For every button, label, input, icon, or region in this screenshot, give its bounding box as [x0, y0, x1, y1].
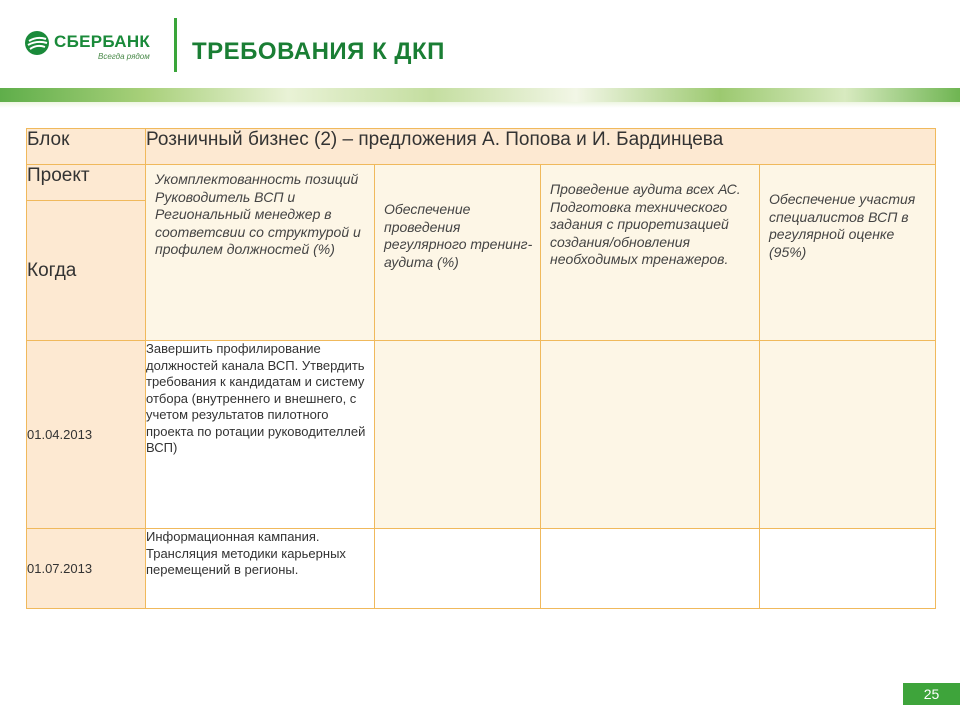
- banner-shade: [0, 102, 960, 108]
- empty-cell: [375, 341, 541, 529]
- table-row-block: [27, 129, 936, 165]
- page-title: ТРЕБОВАНИЯ К ДКП: [192, 38, 445, 65]
- table-row-project: [27, 165, 936, 201]
- project-1: Укомплектованность позиций Руководитель ВСП и Региональный менеджер в соответсвии со структурой и профилем должностей (%): [146, 165, 375, 341]
- empty-cell: [375, 529, 541, 609]
- table-row: [27, 341, 936, 529]
- page-number: 25: [903, 683, 960, 705]
- project-3: Проведение аудита всех АС. Подготовка технического задания с приоретизацией создания/обновления необходимых тренажеров.: [541, 165, 760, 341]
- project-4: Обеспечение участия специалистов ВСП в регулярной оценке (95%): [760, 165, 936, 341]
- row-task: Завершить профилирование должностей канала ВСП. Утвердить требования к кандидатам и систему отбора (внутреннего и внешнего, с учетом результатов пилотного проекта по ротации руководителлей ВСП): [146, 341, 375, 529]
- header-divider: [174, 18, 177, 72]
- requirements-table: [26, 128, 936, 609]
- project-2: Обеспечение проведения регулярного тренинг-аудита (%): [375, 165, 541, 341]
- row-date: 01.07.2013: [27, 529, 146, 609]
- block-value: Розничный бизнес (2) – предложения А. Попова и И. Бардинцева: [146, 129, 936, 165]
- empty-cell: [541, 529, 760, 609]
- sberbank-leaf-icon: [24, 30, 50, 56]
- label-block: Блок: [27, 129, 146, 165]
- empty-cell: [760, 341, 936, 529]
- row-task: Информационная кампания. Трансляция методики карьерных перемещений в регионы.: [146, 529, 375, 609]
- decorative-banner: [0, 88, 960, 102]
- label-when: Когда: [27, 201, 146, 341]
- table-row: [27, 529, 936, 609]
- label-project: Проект: [27, 165, 146, 201]
- sberbank-logo: [24, 30, 154, 68]
- row-date: 01.04.2013: [27, 341, 146, 529]
- empty-cell: [760, 529, 936, 609]
- empty-cell: [541, 341, 760, 529]
- logo-text: СБЕРБАНК: [54, 32, 151, 51]
- logo-tagline: Всегда рядом: [98, 52, 150, 61]
